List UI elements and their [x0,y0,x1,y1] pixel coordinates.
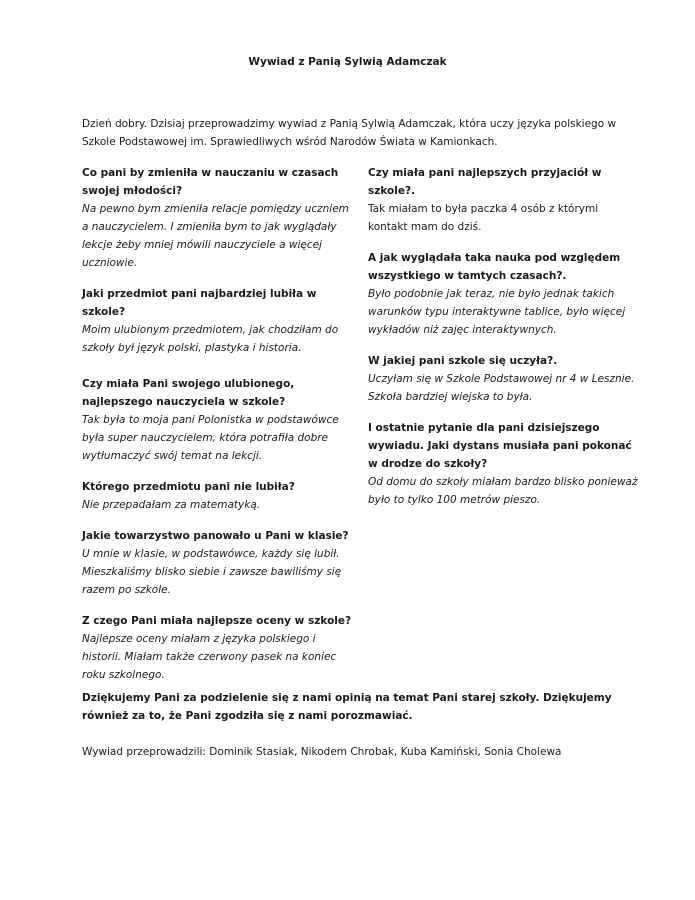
question: Co pani by zmieniła w nauczaniu w czasach swojej młodości? [82,167,339,197]
closing-paragraph: Dziękujemy Pani za podzielenie się z nami opinią na temat Pani starej szkoły. Dziękujemy również za to, że Pani zgodziła się z nami porozmawiać. [82,692,612,722]
question: Czy miała pani najlepszych przyjaciół w szkole?. [368,167,602,197]
qa-item [368,249,638,339]
qa-item [368,419,638,509]
question: Jakie towarzystwo panowało u Pani w klasie? [82,530,349,542]
qa-item [82,612,352,684]
right-column [368,164,638,522]
answer: Najlepsze oceny miałam z języka polskiego i historii. Miałam także czerwony pasek na koniec roku szkolnego. [82,633,337,681]
left-column [82,164,352,697]
answer: Od domu do szkoły miałam bardzo blisko ponieważ było to tylko 100 metrów pieszo. [368,476,638,506]
answer: Tak była to moja pani Polonistka w podstawówce była super nauczycielem, która potrafiła dobre wytłumaczyć swój temat na lekcji. [82,414,339,462]
answer: Nie przepadałam za matematyką. [82,499,261,511]
question: Z czego Pani miała najlepsze oceny w szkole? [82,615,352,627]
question: W jakiej pani szkole się uczyła?. [368,355,558,367]
qa-item [82,478,352,514]
question: I ostatnie pytanie dla pani dzisiejszego wywiadu. Jaki dystans musiała pani pokonać w drodze do szkoły? [368,422,632,470]
qa-item [368,352,638,406]
answer: Było podobnie jak teraz, nie było jednak takich warunków typu interaktywne tablice, było więcej wykładów niż zajęc interaktywnych. [368,288,626,336]
answer: U mnie w klasie, w podstawówce, każdy się lubił. Mieszkaliśmy blisko siebie i zawsze bawiliśmy się razem po szkole. [82,548,342,596]
authors-line: Wywiad przeprowadzili: Dominik Stasiak, Nikodem Chrobak, Kuba Kamiński, Sonia Cholewa [82,746,562,758]
question: Jaki przedmiot pani najbardziej lubiła w szkole? [82,288,317,318]
answer: Na pewno bym zmieniła relacje pomiędzy uczniem a nauczycielem. I zmieniła bym to jak wyglądały lekcje żeby mniej mówili nauczyciele a więcej uczniowie. [82,203,349,269]
qa-item [82,527,352,599]
question: A jak wyglądała taka nauka pod względem wszystkiego w tamtych czasach?. [368,252,621,282]
document-title: Wywiad z Panią Sylwią Adamczak [248,56,447,68]
qa-item [82,375,352,465]
answer: Uczyłam się w Szkole Podstawowej nr 4 w Lesznie. Szkoła bardziej wiejska to była. [368,373,635,403]
answer: Moim ulubionym przedmiotem, jak chodziłam do szkoły był język polski, plastyka i historia. [82,324,339,354]
question: Którego przedmiotu pani nie lubiła? [82,481,295,493]
answer: Tak miałam to była paczka 4 osób z którymi kontakt mam do dziś. [368,203,599,233]
qa-item [368,164,638,236]
question: Czy miała Pani swojego ulubionego, najlepszego nauczyciela w szkole? [82,378,295,408]
qa-item [82,285,352,357]
intro-paragraph: Dzień dobry. Dzisiaj przeprowadzimy wywiad z Panią Sylwią Adamczak, która uczy języka polskiego w Szkole Podstawowej im. Sprawiedliwych wśród Narodów Świata w Kamionkach. [82,118,617,148]
qa-item [82,164,352,272]
